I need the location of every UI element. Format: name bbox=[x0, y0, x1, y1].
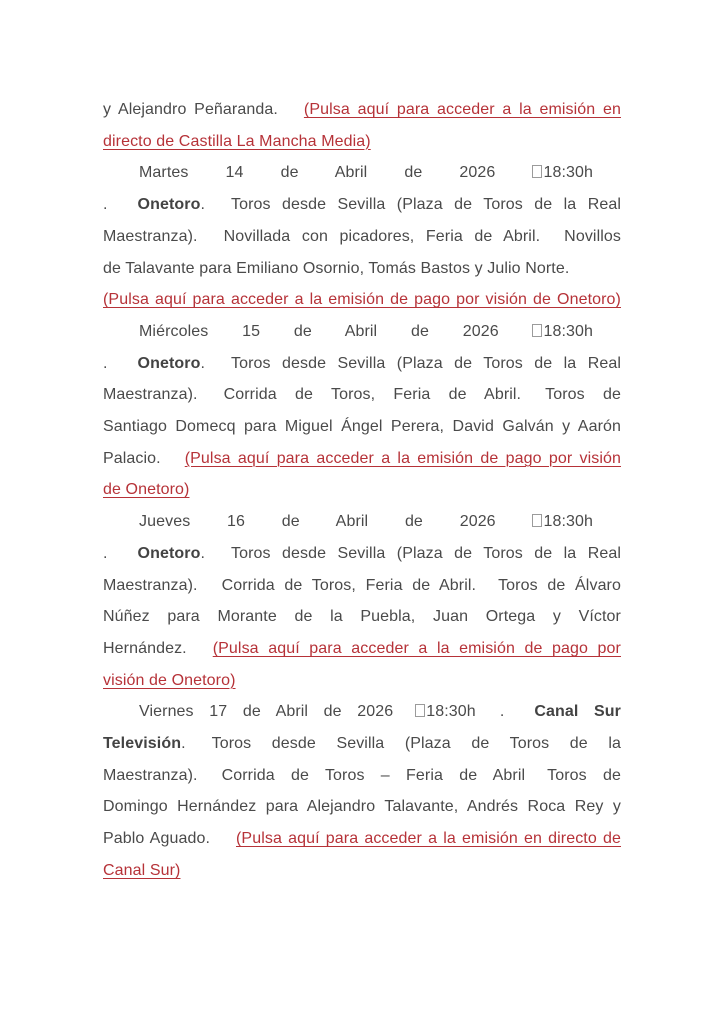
text-run: . bbox=[200, 196, 206, 214]
text-run: Maestranza). bbox=[103, 576, 198, 594]
hyperlink[interactable]: directo de Castilla La Mancha Media) bbox=[103, 132, 371, 150]
hyperlink[interactable]: (Pulsa aquí para acceder a la emisión de pago por visión de Onetoro) bbox=[103, 291, 621, 309]
text-run: Onetoro bbox=[137, 196, 201, 214]
text-line-23 bbox=[103, 791, 621, 823]
spacer bbox=[393, 715, 415, 716]
text-line-3 bbox=[103, 157, 621, 189]
spacer bbox=[278, 113, 304, 114]
spacer bbox=[198, 240, 224, 241]
text-line-14 bbox=[103, 506, 621, 538]
text-line-6 bbox=[103, 253, 621, 285]
text-run: 18:30h bbox=[543, 513, 593, 531]
text-run: . bbox=[181, 735, 186, 753]
text-line-5 bbox=[103, 221, 621, 253]
hyperlink[interactable]: de Onetoro) bbox=[103, 481, 190, 499]
spacer bbox=[198, 398, 224, 399]
text-run: Toros desde Sevilla (Plaza de Toros de la Real bbox=[231, 544, 621, 562]
text-run: Toros desde Sevilla (Plaza de Toros de la Real bbox=[231, 354, 621, 372]
text-run: Novillos bbox=[564, 227, 621, 245]
text-line-10 bbox=[103, 379, 621, 411]
spacer bbox=[210, 842, 236, 843]
text-line-15 bbox=[103, 538, 621, 570]
text-run: Santiago Domecq para Miguel Ángel Perera, David Galván y Aarón bbox=[103, 418, 621, 436]
spacer bbox=[476, 589, 498, 590]
text-run: Miércoles 15 de Abril de 2026 bbox=[139, 322, 499, 340]
spacer bbox=[108, 557, 138, 558]
text-run: . bbox=[200, 354, 206, 372]
hyperlink[interactable]: (Pulsa aquí para acceder a la emisión en directo de bbox=[236, 830, 621, 848]
text-run: . bbox=[103, 196, 108, 214]
text-line-1 bbox=[103, 94, 621, 126]
text-run: Canal Sur bbox=[534, 703, 621, 721]
spacer bbox=[525, 779, 547, 780]
spacer bbox=[198, 589, 222, 590]
text-run: Maestranza). bbox=[103, 227, 198, 245]
text-run: Domingo Hernández para Alejandro Talavante, Andrés Roca Rey y bbox=[103, 798, 621, 816]
text-run: Toros de bbox=[547, 766, 621, 784]
text-line-24 bbox=[103, 823, 621, 855]
missing-glyph-icon bbox=[532, 514, 542, 527]
text-line-16 bbox=[103, 570, 621, 602]
spacer bbox=[187, 652, 213, 653]
text-line-25 bbox=[103, 855, 621, 887]
spacer bbox=[161, 462, 185, 463]
text-line-17 bbox=[103, 601, 621, 633]
text-line-18 bbox=[103, 633, 621, 665]
text-run: Televisión bbox=[103, 735, 182, 753]
text-run: de Talavante para Emiliano Osornio, Tomás Bastos y Julio Norte. bbox=[103, 259, 570, 277]
text-run: Palacio. bbox=[103, 449, 161, 467]
spacer bbox=[540, 240, 564, 241]
text-run: 18:30h bbox=[543, 164, 593, 182]
text-line-8 bbox=[103, 316, 621, 348]
text-run: Onetoro bbox=[137, 544, 201, 562]
spacer bbox=[205, 557, 231, 558]
spacer bbox=[186, 747, 212, 748]
text-run: . bbox=[103, 354, 108, 372]
text-line-11 bbox=[103, 411, 621, 443]
text-line-7 bbox=[103, 284, 621, 316]
text-run: Toros de bbox=[545, 386, 622, 404]
spacer bbox=[205, 367, 231, 368]
text-run: Martes 14 de Abril de 2026 bbox=[139, 164, 496, 182]
hyperlink[interactable]: (Pulsa aquí para acceder a la emisión en bbox=[303, 101, 621, 118]
text-run: Corrida de Toros, Feria de Abril. bbox=[223, 386, 522, 404]
text-run: Viernes 17 de Abril de 2026 bbox=[139, 703, 394, 721]
spacer bbox=[108, 208, 138, 209]
spacer bbox=[476, 715, 500, 716]
spacer bbox=[198, 779, 222, 780]
text-run: Corrida de Toros, Feria de Abril. bbox=[221, 576, 477, 594]
hyperlink[interactable]: Canal Sur) bbox=[103, 861, 181, 879]
hyperlink[interactable]: (Pulsa aquí para acceder a la emisión de pago por bbox=[212, 639, 621, 657]
text-line-2 bbox=[103, 126, 621, 158]
spacer bbox=[504, 715, 534, 716]
hyperlink[interactable]: (Pulsa aquí para acceder a la emisión de pago por visión bbox=[184, 449, 621, 467]
text-line-12 bbox=[103, 443, 621, 475]
text-run: . bbox=[499, 703, 505, 721]
text-line-20 bbox=[103, 696, 621, 728]
text-line-19 bbox=[103, 665, 621, 697]
text-run: Toros desde Sevilla (Plaza de Toros de la Real bbox=[231, 196, 621, 214]
spacer bbox=[108, 367, 138, 368]
text-run: Núñez para Morante de la Puebla, Juan Ortega y Víctor bbox=[103, 608, 621, 626]
text-run: Novillada con picadores, Feria de Abril. bbox=[223, 227, 541, 245]
text-content bbox=[103, 94, 621, 887]
text-run: . bbox=[103, 544, 108, 562]
missing-glyph-icon bbox=[532, 165, 542, 178]
text-run: Toros desde Sevilla (Plaza de Toros de la bbox=[211, 735, 621, 753]
text-run: 18:30h bbox=[543, 322, 593, 340]
text-line-13 bbox=[103, 474, 621, 506]
text-line-4 bbox=[103, 189, 621, 221]
text-run: Maestranza). bbox=[103, 766, 198, 784]
text-run: Pablo Aguado. bbox=[103, 830, 210, 848]
text-run: Corrida de Toros – Feria de Abril bbox=[221, 766, 526, 784]
text-run: Maestranza). bbox=[103, 386, 198, 404]
text-run: Toros de Álvaro bbox=[498, 576, 621, 594]
missing-glyph-icon bbox=[532, 324, 542, 337]
hyperlink[interactable]: visión de Onetoro) bbox=[103, 671, 236, 689]
text-run: Jueves 16 de Abril de 2026 bbox=[139, 513, 496, 531]
text-line-9 bbox=[103, 348, 621, 380]
missing-glyph-icon bbox=[415, 704, 425, 717]
text-line-21 bbox=[103, 728, 621, 760]
text-run: y Alejandro Peñaranda. bbox=[103, 101, 278, 118]
text-run: Hernández. bbox=[103, 639, 187, 657]
spacer bbox=[205, 208, 231, 209]
text-run: 18:30h bbox=[426, 703, 476, 721]
text-run: . bbox=[200, 544, 206, 562]
spacer bbox=[521, 398, 545, 399]
text-run: Onetoro bbox=[137, 354, 201, 372]
text-line-22 bbox=[103, 760, 621, 792]
